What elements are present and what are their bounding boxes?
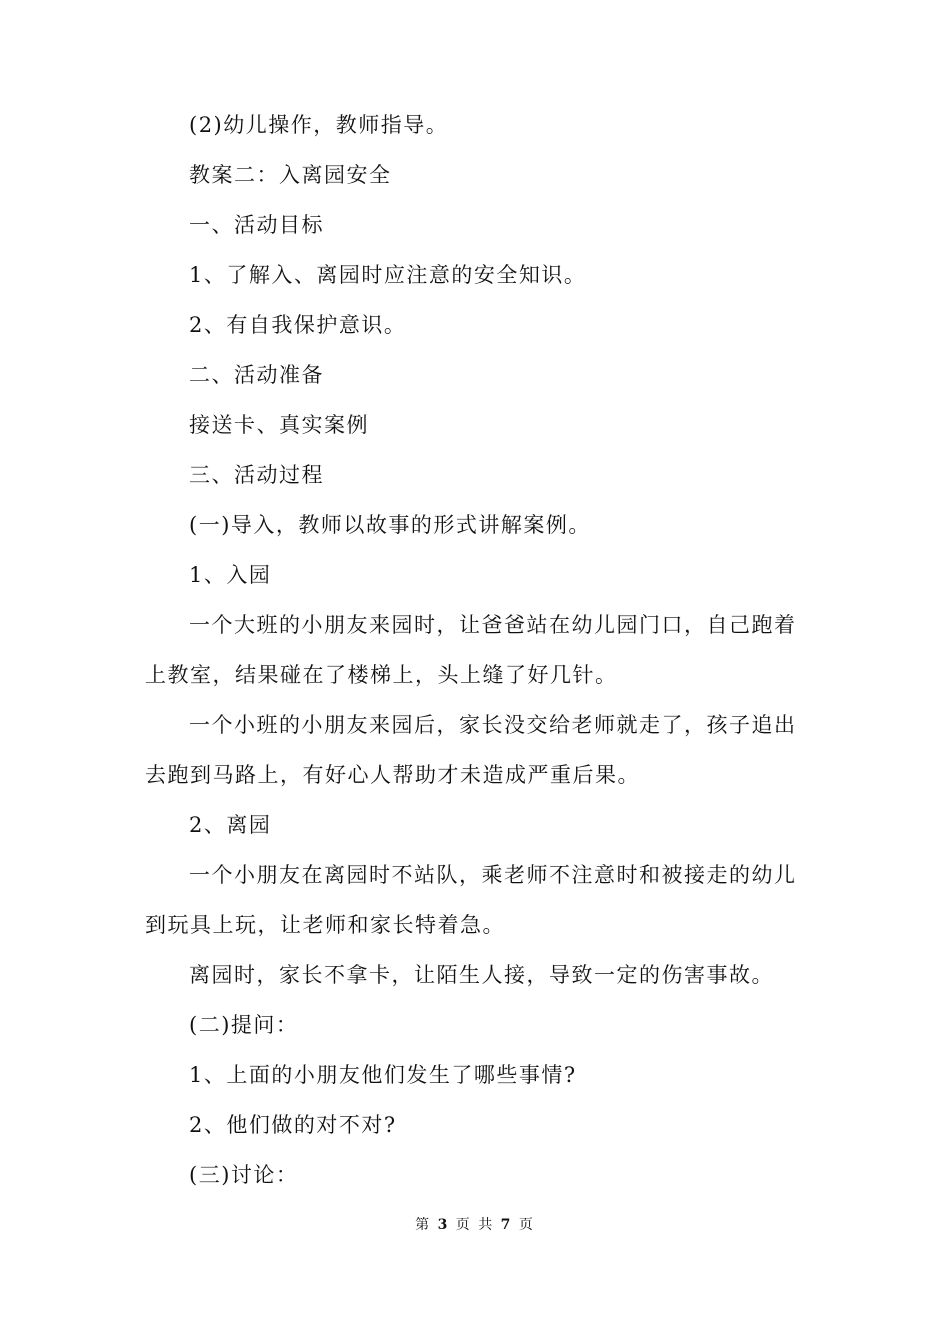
paragraph: (二)提问： [189, 1013, 299, 1037]
paragraph: 2、他们做的对不对? [189, 1113, 397, 1137]
paragraph: 一个小班的小朋友来园后，家长没交给老师就走了，孩子追出去跑到马路上，有好心人帮助才未造成严重后果。 [145, 713, 797, 787]
paragraph: 1、了解入、离园时应注意的安全知识。 [189, 263, 587, 287]
total-pages-number: 7 [500, 1217, 513, 1233]
current-page-number: 3 [437, 1217, 450, 1233]
paragraph: (2)幼儿操作，教师指导。 [189, 113, 449, 137]
paragraph: (一)导入，教师以故事的形式讲解案例。 [189, 513, 591, 537]
footer-suffix: 页 [518, 1217, 535, 1233]
paragraph: 1、入园 [189, 563, 272, 587]
paragraph: 教案二：入离园安全 [189, 163, 392, 187]
paragraph: 离园时，家长不拿卡，让陌生人接，导致一定的伤害事故。 [189, 963, 774, 987]
paragraph: 接送卡、真实案例 [189, 413, 369, 437]
page-footer [0, 1214, 950, 1234]
paragraph: (三)讨论： [189, 1163, 299, 1187]
paragraph: 一个小朋友在离园时不站队，乘老师不注意时和被接走的幼儿到玩具上玩，让老师和家长特着急。 [145, 863, 797, 937]
footer-prefix: 第 [415, 1217, 432, 1233]
section-heading: 二、活动准备 [189, 363, 324, 387]
paragraph: 1、上面的小朋友他们发生了哪些事情? [189, 1063, 577, 1087]
paragraph: 一个大班的小朋友来园时，让爸爸站在幼儿园门口，自己跑着上教室，结果碰在了楼梯上，头上缝了好几针。 [145, 613, 797, 687]
paragraph: 2、有自我保护意识。 [189, 313, 407, 337]
document-body [145, 100, 810, 1200]
section-heading: 三、活动过程 [189, 463, 324, 487]
footer-middle: 页 共 [455, 1217, 495, 1233]
paragraph: 2、离园 [189, 813, 272, 837]
section-heading: 一、活动目标 [189, 213, 324, 237]
